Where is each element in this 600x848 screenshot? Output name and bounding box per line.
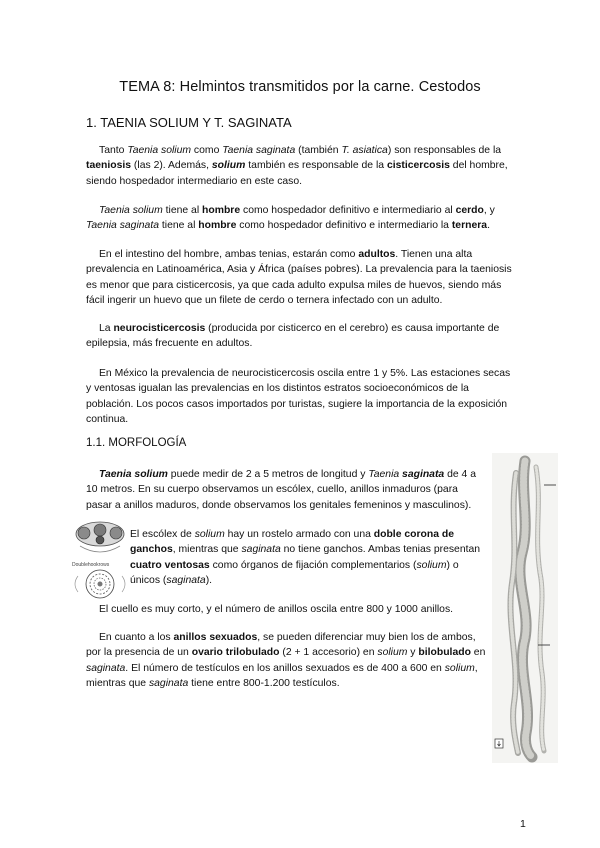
paragraph-mexico: En México la prevalencia de neurocisticercosis oscila entre 1 y 5%. Las estaciones secas y ventosas igualan las prevalencias en los distintos estratos socioeconómicos de la población. Los pocos casos importados por turistas, sugiere la importancia de la exposición continua.: [86, 368, 511, 425]
section-heading-morfologia: 1.1. MORFOLOGÍA: [86, 437, 187, 449]
page-title: TEMA 8: Helmintos transmitidos por la carne. Cestodos: [119, 79, 481, 95]
tapeworm-photo: [492, 453, 558, 763]
paragraph-neck: El cuello es muy corto, y el número de anillos oscila entre 800 y 1000 anillos.: [99, 604, 454, 615]
paragraph-hosts: Taenia solium tiene al hombre como hospedador definitivo e intermediario al cerdo, y Taenia saginata tiene al hombre como hospedador definitivo e intermediario la ternera.: [86, 205, 495, 232]
paragraph-prevalence: En el intestino del hombre, ambas tenias, estarán como adultos. Tienen una alta prevalencia en Latinoamérica, Asia y África (países pobres). La prevalencia para la taeniosis es menor que para cisticercosis, ya que cada adulto expulsa miles de huevos, siendo más fácil ingerir un huevo que un filete de cerdo o ternera infectado con un adulto.: [86, 249, 512, 306]
paragraph-segments: En cuanto a los anillos sexuados, se pueden diferenciar muy bien los de ambos, por la presencia de un ovario trilobulado (2 + 1 accesorio) en solium y bilobulado en saginata. El número de testículos en los anillos sexuados es de 400 a 600 en solium, mientras que saginata tiene entre 800-1.200 testículos.: [86, 632, 486, 689]
paragraph-neurocysticercosis: La neurocisticercosis (producida por cisticerco en el cerebro) es causa importante de epilepsia, más frecuente en adultos.: [86, 323, 500, 350]
hook-crown-icon: [75, 570, 125, 598]
paragraph-intro: Tanto Taenia solium como Taenia saginata (también T. asiatica) son responsables de la taeniosis (las 2). Además, solium también es responsable de la cisticercosis del hombre, siendo hospedador intermediario en este caso.: [86, 145, 508, 187]
scolex-caption: Doublehookrows: [72, 562, 110, 568]
scolex-head-icon: [76, 522, 124, 552]
page-number: 1: [520, 818, 526, 830]
paragraph-scolex: El escólex de solium hay un rostelo armado con una doble corona de ganchos, mientras que saginata no tiene ganchos. Ambas tenias presentan cuatro ventosas como órganos de fijación complementarios (solium) o únicos (saginata).: [130, 529, 481, 586]
section-heading-taenia: 1. TAENIA SOLIUM Y T. SAGINATA: [86, 115, 292, 130]
paragraph-length: Taenia solium puede medir de 2 a 5 metros de longitud y Taenia saginata de 4 a 10 metros. En su cuerpo observamos un escólex, cuello, anillos inmaduros (para pasar a anillos maduros, donde observamos los genitales femeninos y masculinos).: [86, 469, 476, 511]
scolex-illustration: [70, 518, 128, 604]
